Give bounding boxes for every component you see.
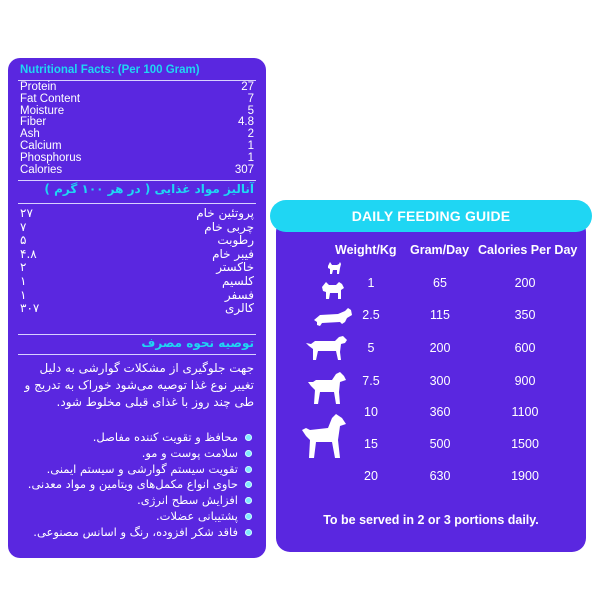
cell-gram: 630 (429, 469, 451, 483)
farsi-value: ۵ (20, 233, 27, 248)
nutrition-panel (8, 58, 266, 558)
cell-gram: 200 (429, 341, 451, 355)
bullet-icon (245, 497, 252, 504)
nutrition-label: Calories (20, 163, 63, 176)
nutrition-label: Phosphorus (20, 151, 82, 164)
nutrition-label: Fiber (20, 116, 47, 129)
cell-weight: 1 (367, 276, 375, 290)
giant-dog-icon (300, 412, 348, 460)
nutrition-label: Protein (20, 81, 57, 93)
cell-gram: 500 (429, 437, 451, 451)
benefit-item (20, 430, 254, 446)
usage-title: توصیه نحوه مصرف (141, 336, 254, 350)
farsi-value: ۷ (20, 219, 27, 234)
nutrition-label: Calcium (20, 139, 62, 152)
farsi-row (20, 289, 254, 303)
feeding-guide-header (270, 200, 592, 232)
nutrition-row (20, 153, 254, 165)
nutrition-label: Ash (20, 128, 40, 141)
cell-weight: 2.5 (362, 308, 380, 322)
farsi-analysis-title: آنالیز مواد غذایی ( در هر ۱۰۰ گرم ) (44, 182, 254, 196)
nutrition-row (20, 165, 254, 177)
cell-calories: 600 (514, 341, 536, 355)
divider (18, 203, 256, 204)
nutrition-row (20, 106, 254, 118)
farsi-row (20, 302, 254, 316)
cell-calories: 200 (514, 276, 536, 290)
feeding-footer-note: To be served in 2 or 3 portions daily. (323, 513, 539, 527)
cell-calories: 1100 (511, 405, 539, 419)
cell-gram: 360 (429, 405, 451, 419)
bullet-icon (245, 466, 252, 473)
farsi-label: کلسیم (222, 273, 254, 288)
farsi-label: چربی خام (204, 219, 254, 234)
cell-gram: 300 (429, 374, 451, 388)
usage-text: جهت جلوگیری از مشکلات گوارشی به دلیل تغییر نوع غذا توصیه می‌شود خوراک به تدریج و طی چند روز با غذای قبلی مخلوط شود. (24, 361, 254, 409)
farsi-row (20, 248, 254, 262)
divider (18, 354, 256, 355)
dachshund-icon (312, 306, 354, 328)
benefit-item (20, 493, 254, 509)
benefit-text: تقویت سیستم گوارشی و سیستم ایمنی. (46, 461, 238, 476)
farsi-row (20, 221, 254, 235)
farsi-row (20, 207, 254, 221)
cell-weight: 15 (364, 437, 378, 451)
nutrition-value: 1 (247, 151, 254, 164)
farsi-label: فسفر (224, 287, 254, 302)
farsi-label: فیبر خام (212, 246, 254, 261)
cell-gram: 115 (430, 308, 450, 322)
nutrition-label: Fat Content (20, 92, 81, 105)
bullet-icon (245, 450, 252, 457)
column-header-weight: Weight/Kg (335, 243, 397, 257)
farsi-label: رطوبت (217, 233, 254, 248)
benefit-text: محافظ و تقویت کننده مفاصل. (92, 430, 238, 444)
benefit-text: افزایش سطح انرژی. (137, 493, 238, 508)
nutrition-row (20, 117, 254, 129)
nutrition-facts-title: Nutritional Facts: (Per 100 Gram) (20, 64, 200, 76)
farsi-analysis-table (20, 207, 254, 316)
nutrition-row (20, 94, 254, 106)
cell-calories: 1900 (511, 469, 539, 483)
bullet-icon (245, 481, 252, 488)
farsi-value: ۲ (20, 260, 27, 275)
nutrition-value: 307 (234, 163, 254, 176)
nutrition-facts-table (20, 82, 254, 176)
farsi-row (20, 275, 254, 289)
benefit-text: حاوی انواع مکمل‌های ویتامین و مواد معدنی. (27, 477, 238, 492)
bullet-icon (245, 434, 252, 441)
medium-dog-icon (305, 334, 349, 362)
farsi-row (20, 261, 254, 275)
nutrition-value: 7 (247, 92, 254, 105)
tiny-dog-icon (325, 260, 343, 276)
cell-weight: 5 (367, 341, 375, 355)
bullet-icon (245, 513, 252, 520)
divider (18, 180, 256, 181)
cell-calories: 350 (514, 308, 536, 322)
benefit-item (20, 462, 254, 478)
benefits-list (20, 430, 254, 541)
divider (18, 334, 256, 335)
farsi-label: پروتئین خام (196, 206, 254, 220)
farsi-value: ۱ (20, 273, 27, 288)
benefit-item (20, 446, 254, 462)
cell-weight: 7.5 (362, 374, 380, 388)
benefit-text: پشتیبانی عضلات. (156, 508, 238, 523)
farsi-label: خاکستر (216, 260, 254, 275)
nutrition-value: 2 (247, 128, 254, 141)
farsi-value: ۴.۸ (20, 246, 37, 261)
nutrition-label: Moisture (20, 104, 65, 117)
farsi-row (20, 234, 254, 248)
benefit-item (20, 525, 254, 541)
nutrition-value: 1 (247, 139, 254, 152)
column-header-calories: Calories Per Day (478, 243, 578, 257)
farsi-value: ۱ (20, 287, 27, 302)
nutrition-value: 27 (241, 81, 254, 93)
farsi-value: ۳۰۷ (20, 301, 40, 316)
nutrition-value: 4.8 (238, 116, 254, 129)
cell-calories: 1500 (511, 437, 539, 451)
farsi-value: ۲۷ (20, 206, 33, 220)
feeding-guide-title: DAILY FEEDING GUIDE (351, 208, 511, 224)
benefit-text: سلامت پوست و مو. (141, 445, 238, 460)
cell-gram: 65 (433, 276, 447, 290)
benefit-item (20, 509, 254, 525)
small-dog-icon (320, 279, 346, 301)
column-header-gram: Gram/Day (410, 243, 470, 257)
nutrition-value: 5 (247, 104, 254, 117)
large-dog-icon (306, 370, 348, 406)
benefit-item (20, 477, 254, 493)
cell-weight: 10 (364, 405, 378, 419)
cell-weight: 20 (364, 469, 378, 483)
bullet-icon (245, 529, 252, 536)
cell-calories: 900 (514, 374, 536, 388)
benefit-text: فاقد شکر افزوده، رنگ و اسانس مصنوعی. (33, 524, 238, 539)
nutrition-row (20, 141, 254, 153)
farsi-label: کالری (224, 301, 254, 316)
